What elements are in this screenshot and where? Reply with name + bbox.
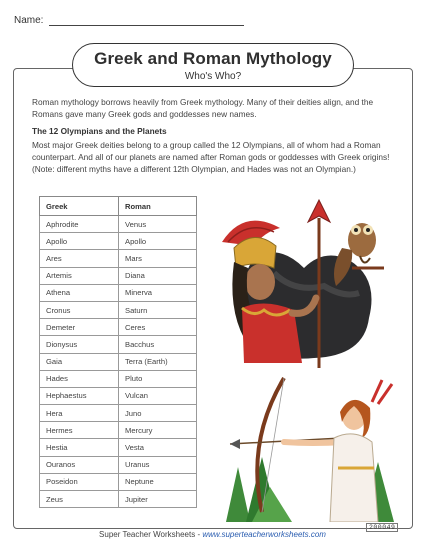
table-row (40, 319, 197, 336)
table-row (40, 250, 197, 267)
greek-name-cell: Hades (40, 370, 119, 387)
greek-name-cell: Athena (40, 284, 119, 301)
roman-name-cell: Uranus (119, 456, 197, 473)
table-row (40, 473, 197, 490)
header-roman: Roman (119, 197, 197, 216)
greek-name-cell: Hephaestus (40, 387, 119, 404)
artemis-archer-illustration (222, 372, 402, 522)
name-label: Name: (14, 15, 44, 26)
section-heading: The 12 Olympians and the Planets (32, 126, 167, 136)
roman-name-cell: Saturn (119, 301, 197, 318)
footer-brand: Super Teacher Worksheets - (99, 530, 203, 539)
table-row (40, 284, 197, 301)
table-row (40, 405, 197, 422)
table-row (40, 387, 197, 404)
page-subtitle: Who's Who? (184, 71, 242, 82)
footer-url-link[interactable]: www.superteacherworksheets.com (202, 530, 326, 539)
roman-name-cell: Mercury (119, 422, 197, 439)
greek-name-cell: Aphrodite (40, 216, 119, 233)
roman-name-cell: Vesta (119, 439, 197, 456)
roman-name-cell: Ceres (119, 319, 197, 336)
intro-paragraph: Roman mythology borrows heavily from Greek mythology. Many of their deities align, and the Romans gave many Greek gods and goddesses new names. (32, 97, 374, 119)
roman-name-cell: Diana (119, 267, 197, 284)
table-row (40, 267, 197, 284)
table-row (40, 353, 197, 370)
table-body (40, 216, 197, 508)
roman-name-cell: Juno (119, 405, 197, 422)
roman-name-cell: Terra (Earth) (119, 353, 197, 370)
roman-name-cell: Apollo (119, 233, 197, 250)
table-row (40, 233, 197, 250)
roman-name-cell: Pluto (119, 370, 197, 387)
roman-name-cell: Neptune (119, 473, 197, 490)
greek-roman-table (39, 196, 197, 508)
table-row (40, 422, 197, 439)
document-code: 200049 (366, 523, 398, 532)
page-title: Greek and Roman Mythology (94, 49, 332, 68)
greek-name-cell: Hera (40, 405, 119, 422)
greek-name-cell: Demeter (40, 319, 119, 336)
greek-name-cell: Ouranos (40, 456, 119, 473)
table-row (40, 370, 197, 387)
table-row (40, 216, 197, 233)
footer (0, 530, 425, 539)
greek-name-cell: Artemis (40, 267, 119, 284)
greek-name-cell: Zeus (40, 491, 119, 508)
greek-name-cell: Poseidon (40, 473, 119, 490)
greek-name-cell: Hermes (40, 422, 119, 439)
roman-name-cell: Mars (119, 250, 197, 267)
roman-name-cell: Jupiter (119, 491, 197, 508)
greek-name-cell: Gaia (40, 353, 119, 370)
name-field (14, 15, 43, 26)
greek-name-cell: Dionysus (40, 336, 119, 353)
table-row (40, 491, 197, 508)
greek-name-cell: Cronus (40, 301, 119, 318)
table-header-row (40, 197, 197, 216)
athena-owl-illustration (214, 198, 394, 373)
roman-name-cell: Bacchus (119, 336, 197, 353)
header-greek: Greek (40, 197, 119, 216)
greek-name-cell: Apollo (40, 233, 119, 250)
roman-name-cell: Vulcan (119, 387, 197, 404)
table-row (40, 336, 197, 353)
roman-name-cell: Venus (119, 216, 197, 233)
table-row (40, 301, 197, 318)
olympians-paragraph: Most major Greek deities belong to a group called the 12 Olympians, all of whom had a Roman counterpart. And all of our planets are named after Roman gods or goddesses with Greek origins! (Note: different myths have a different 12th Olympian, and Hades was not an Olympian.) (32, 140, 390, 174)
name-blank-line[interactable] (49, 25, 244, 26)
greek-name-cell: Hestia (40, 439, 119, 456)
greek-name-cell: Ares (40, 250, 119, 267)
title-banner (72, 43, 354, 87)
roman-name-cell: Minerva (119, 284, 197, 301)
table-row (40, 456, 197, 473)
table-row (40, 439, 197, 456)
